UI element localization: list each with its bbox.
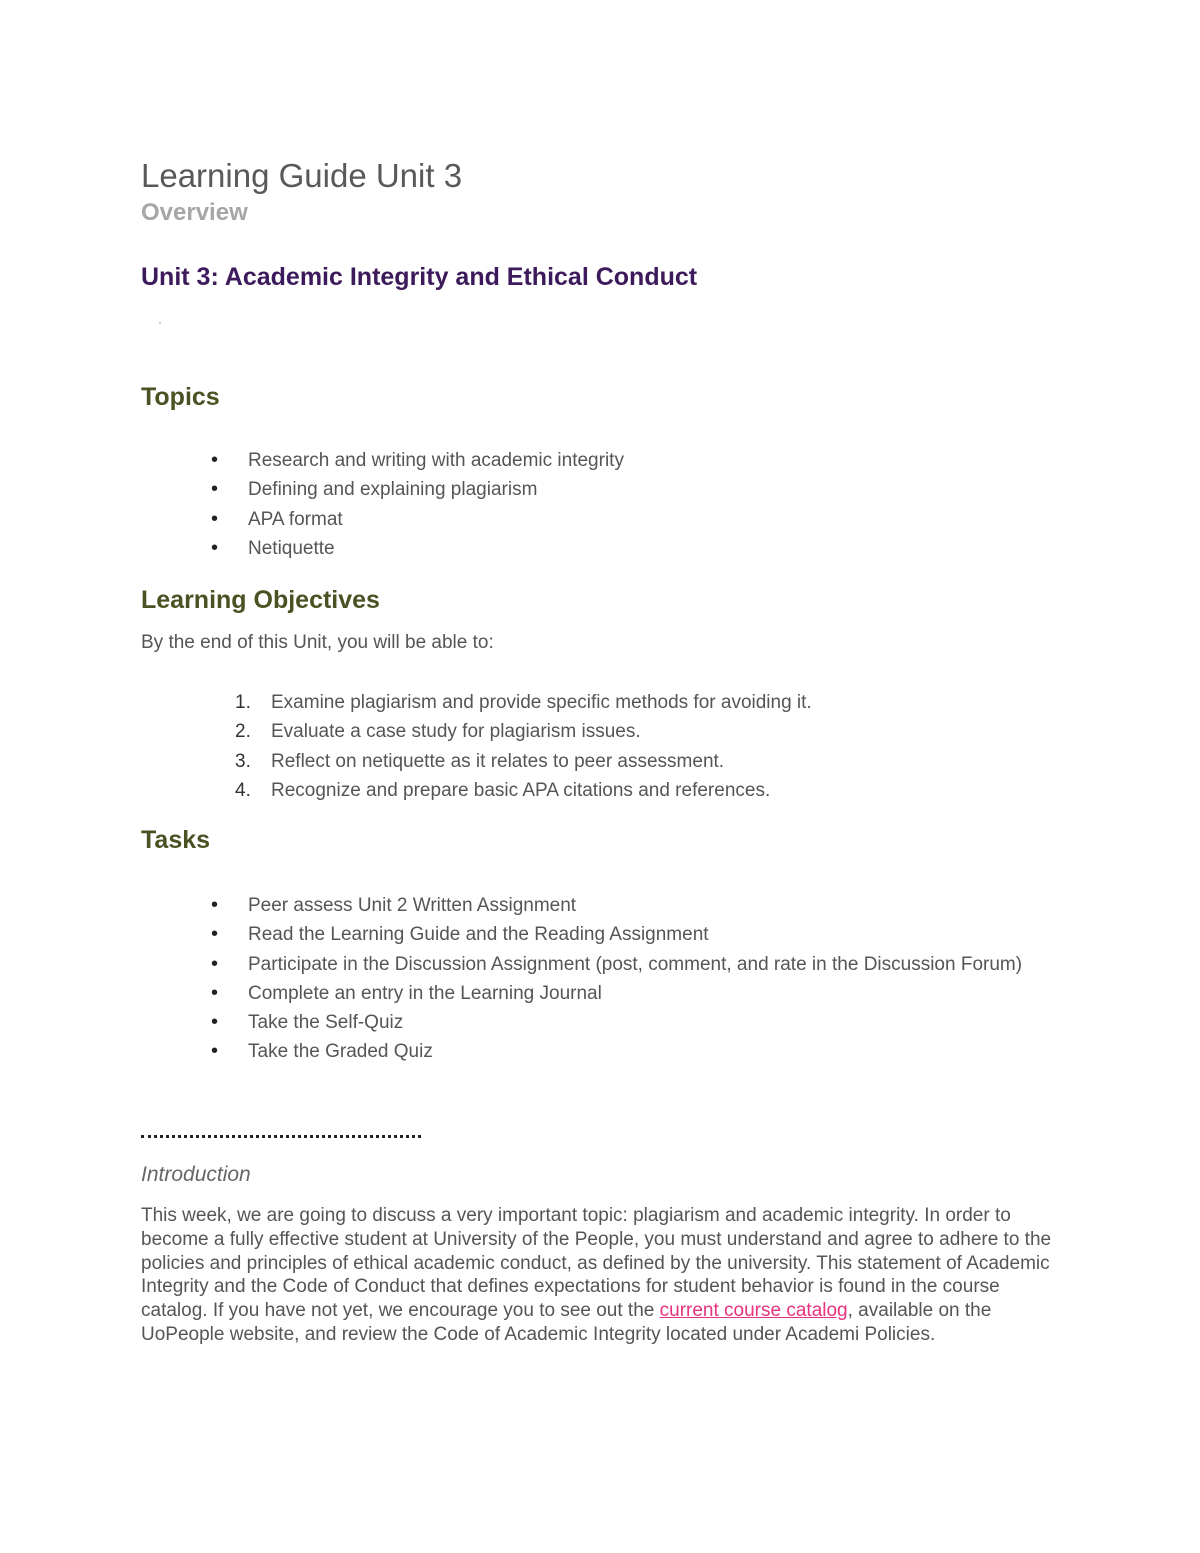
objectives-intro: By the end of this Unit, you will be able to: <box>141 632 494 653</box>
intro-text-before-link: This week, we are going to discuss a very important topic: plagiarism and academic integrity. In order to become a fully effective student at University of the People, you must understand and agree to adhere to the policies and principles of ethical academic conduct, as defined by the university. This statement of Academic Integrity and the Code of Conduct that defines expectations for student behavior is found in the course catalog. If you have not yet, we encourage you to see out the <box>141 1205 1052 1322</box>
unit-heading: Unit 3: Academic Integrity and Ethical Conduct <box>141 263 698 291</box>
tasks-list <box>141 891 1041 1067</box>
task-text: Peer assess Unit 2 Written Assignment <box>248 895 577 916</box>
bullet-icon: • <box>211 449 219 471</box>
list-item <box>141 505 624 534</box>
list-item <box>141 891 1041 920</box>
bullet-icon: • <box>211 894 219 916</box>
task-text: Read the Learning Guide and the Reading Assignment <box>248 924 709 946</box>
list-item <box>141 534 624 563</box>
task-text: Take the Self-Quiz <box>248 1012 404 1034</box>
tasks-heading: Tasks <box>141 826 211 854</box>
list-item <box>141 950 1041 979</box>
bullet-icon: • <box>211 1011 219 1034</box>
topics-heading: Topics <box>141 383 220 411</box>
task-text: Participate in the Discussion Assignment (post, comment, and rate in the Discussion Forum) <box>248 953 1023 975</box>
list-item <box>141 776 812 805</box>
list-item <box>141 1008 1041 1037</box>
page-title: Learning Guide Unit 3 <box>141 157 463 194</box>
bullet-icon: • <box>211 478 219 501</box>
objectives-list <box>141 688 812 805</box>
intro-text-after-link: , available on the UoPeople website, and review the Code of Academic Integrity located under Academi Policies. <box>141 1300 992 1345</box>
topic-text: Netiquette <box>248 537 335 559</box>
objective-text: Reflect on netiquette as it relates to peer assessment. <box>271 750 725 772</box>
list-item <box>141 717 812 746</box>
topic-text: Defining and explaining plagiarism <box>248 479 538 501</box>
list-number: 1. <box>235 692 251 713</box>
objective-text: Recognize and prepare basic APA citations and references. <box>271 779 771 801</box>
task-text: Take the Graded Quiz <box>248 1041 433 1063</box>
list-number: 3. <box>235 750 251 772</box>
list-item <box>141 747 812 776</box>
task-text: Complete an entry in the Learning Journal <box>248 982 602 1004</box>
list-item <box>141 446 624 475</box>
bullet-icon: • <box>211 536 219 559</box>
list-item <box>141 979 1041 1008</box>
list-item <box>141 475 624 504</box>
topic-text: APA format <box>248 508 343 530</box>
stray-mark <box>159 322 161 324</box>
bullet-icon: • <box>211 952 219 975</box>
list-number: 4. <box>235 779 251 801</box>
list-item <box>141 920 1041 949</box>
introduction-heading: Introduction <box>141 1163 251 1186</box>
page-subtitle: Overview <box>141 199 248 226</box>
list-item <box>141 1037 1041 1066</box>
bullet-icon: • <box>211 981 219 1004</box>
topics-list <box>141 446 624 563</box>
course-catalog-link[interactable]: current course catalog <box>659 1300 848 1322</box>
objectives-heading: Learning Objectives <box>141 586 380 614</box>
objective-text: Evaluate a case study for plagiarism issues. <box>271 721 641 743</box>
introduction-paragraph <box>141 1204 1061 1347</box>
dotted-divider <box>141 1127 421 1138</box>
list-number: 2. <box>235 721 251 743</box>
bullet-icon: • <box>211 507 219 530</box>
list-item <box>141 688 812 717</box>
bullet-icon: • <box>211 1040 219 1063</box>
bullet-icon: • <box>211 923 219 946</box>
topic-text: Research and writing with academic integrity <box>248 450 624 471</box>
objective-text: Examine plagiarism and provide specific methods for avoiding it. <box>271 692 812 713</box>
